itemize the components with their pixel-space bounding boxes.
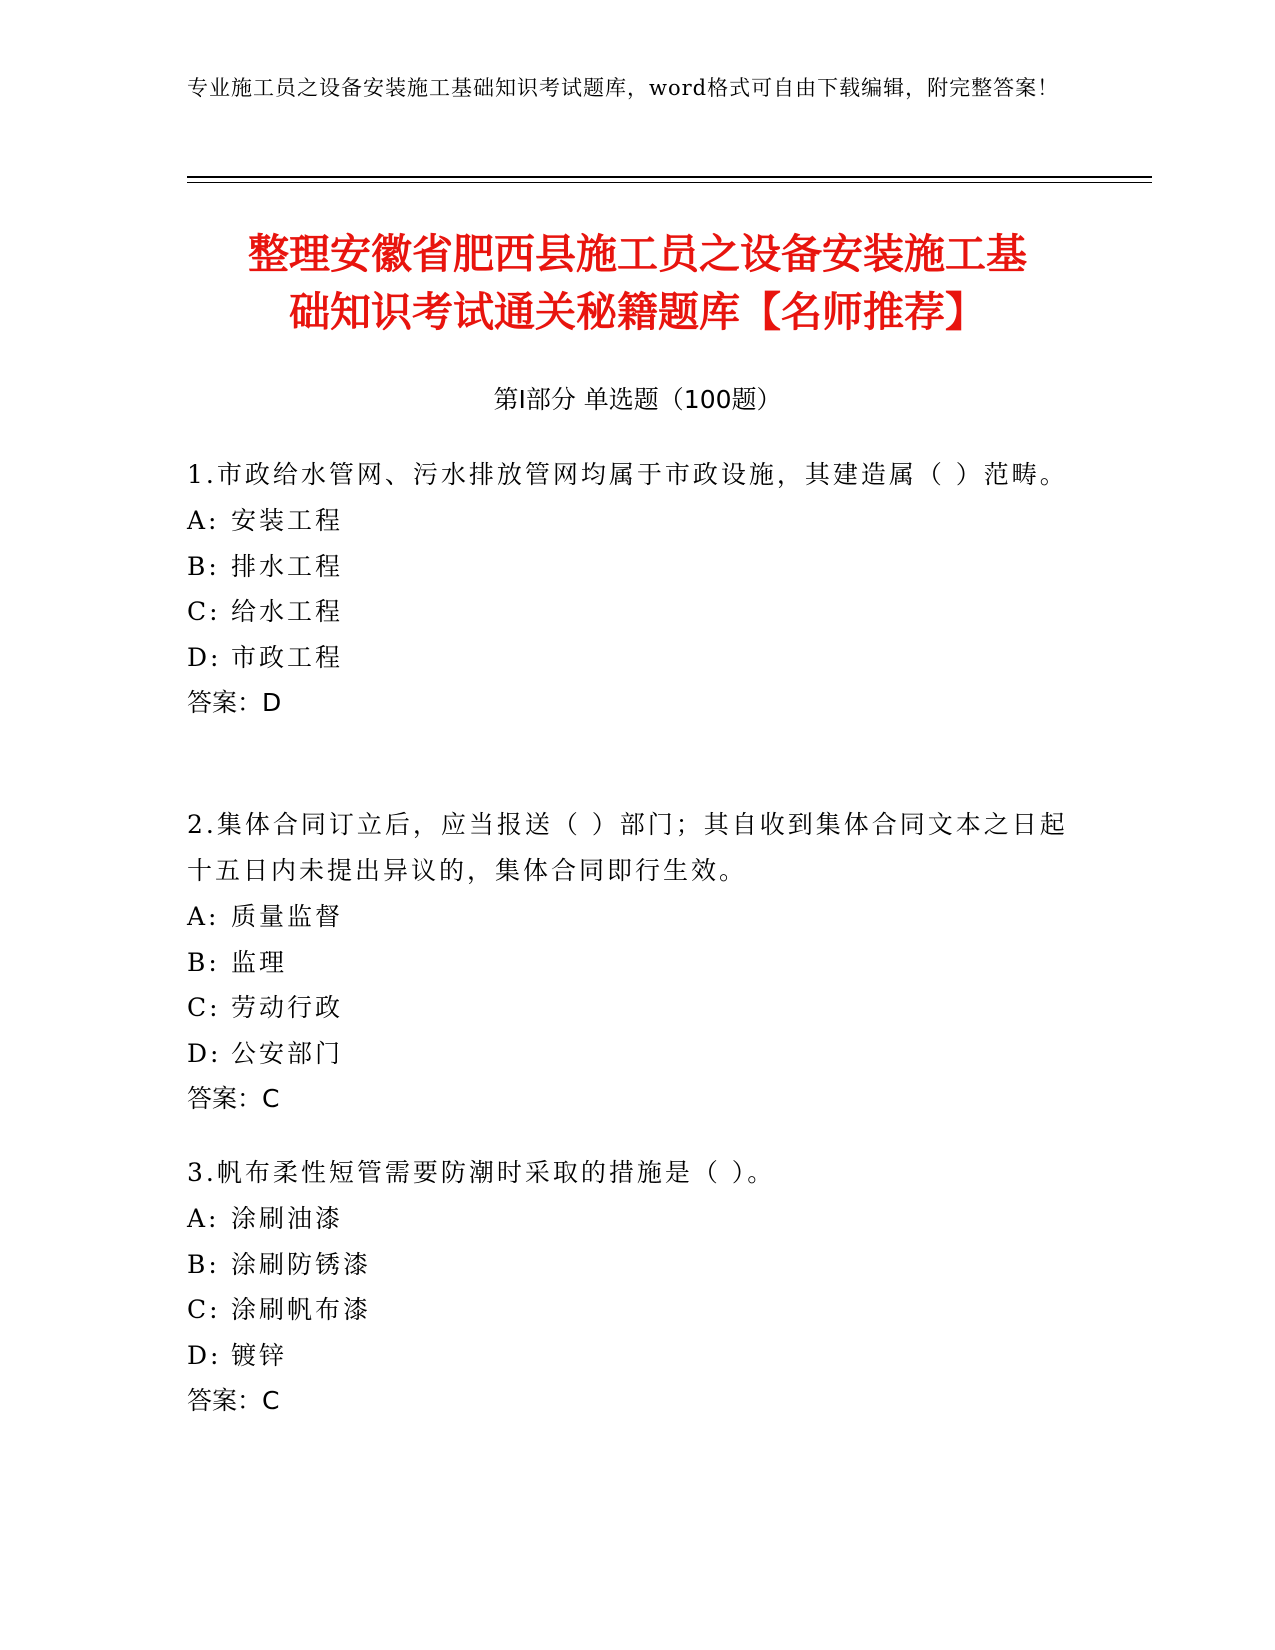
option-b [187, 544, 1077, 590]
document-title [150, 225, 1125, 341]
option-key: B: [187, 1249, 220, 1279]
option-d [187, 635, 1077, 681]
option-key: A: [187, 902, 220, 931]
question-stem: 2.集体合同订立后，应当报送（ ）部门；其自收到集体合同文本之日起十五日内未提出异议的，集体合同即行生效。 [187, 810, 1068, 885]
option-key: C: [187, 993, 221, 1022]
option-c [187, 589, 1077, 635]
option-text: 质量监督 [231, 902, 344, 931]
option-key: A: [187, 506, 220, 535]
option-key: D: [187, 1340, 222, 1370]
option-key: C: [187, 1295, 221, 1324]
option-c [187, 985, 1077, 1031]
option-key: A: [187, 1204, 220, 1233]
option-text: 劳动行政 [231, 993, 344, 1022]
question-1 [187, 452, 1077, 726]
answer: 答案：D [187, 688, 282, 717]
option-key: D: [187, 1038, 222, 1068]
option-key: D: [187, 642, 222, 672]
option-text: 涂刷帆布漆 [231, 1295, 372, 1324]
option-a [187, 894, 1077, 940]
option-text: 监理 [231, 947, 288, 977]
option-text: 公安部门 [231, 1038, 344, 1068]
header-divider-thick [187, 176, 1152, 178]
option-text: 涂刷防锈漆 [231, 1249, 372, 1279]
option-b [187, 940, 1077, 986]
option-text: 市政工程 [231, 642, 344, 672]
header-note: 专业施工员之设备安装施工基础知识考试题库，word格式可自由下载编辑，附完整答案！ [187, 76, 1060, 100]
option-key: C: [187, 597, 221, 626]
document-title-line-1: 整理安徽省肥西县施工员之设备安装施工基 [248, 230, 1027, 278]
answer: 答案：C [187, 1084, 280, 1113]
option-text: 给水工程 [231, 597, 344, 626]
question-2 [187, 802, 1077, 1122]
option-key: B: [187, 551, 220, 581]
option-d [187, 1031, 1077, 1077]
option-c [187, 1287, 1077, 1333]
question-stem: 1.市政给水管网、污水排放管网均属于市政设施，其建造属（ ）范畴。 [187, 460, 1068, 489]
option-text: 安装工程 [231, 506, 344, 535]
option-b [187, 1242, 1077, 1288]
document-title-line-2: 础知识考试通关秘籍题库【名师推荐】 [289, 288, 986, 336]
option-text: 镀锌 [231, 1340, 288, 1370]
question-3 [187, 1150, 1077, 1424]
question-stem: 3.帆布柔性短管需要防潮时采取的措施是（ ）。 [187, 1158, 776, 1187]
answer: 答案：C [187, 1386, 280, 1415]
option-text: 排水工程 [231, 551, 344, 581]
section-title: 第Ⅰ部分 单选题（100题） [493, 385, 782, 414]
option-d [187, 1333, 1077, 1379]
option-a [187, 498, 1077, 544]
option-key: B: [187, 947, 220, 977]
header-divider-thin [187, 182, 1152, 183]
option-a [187, 1196, 1077, 1242]
option-text: 涂刷油漆 [231, 1204, 344, 1233]
